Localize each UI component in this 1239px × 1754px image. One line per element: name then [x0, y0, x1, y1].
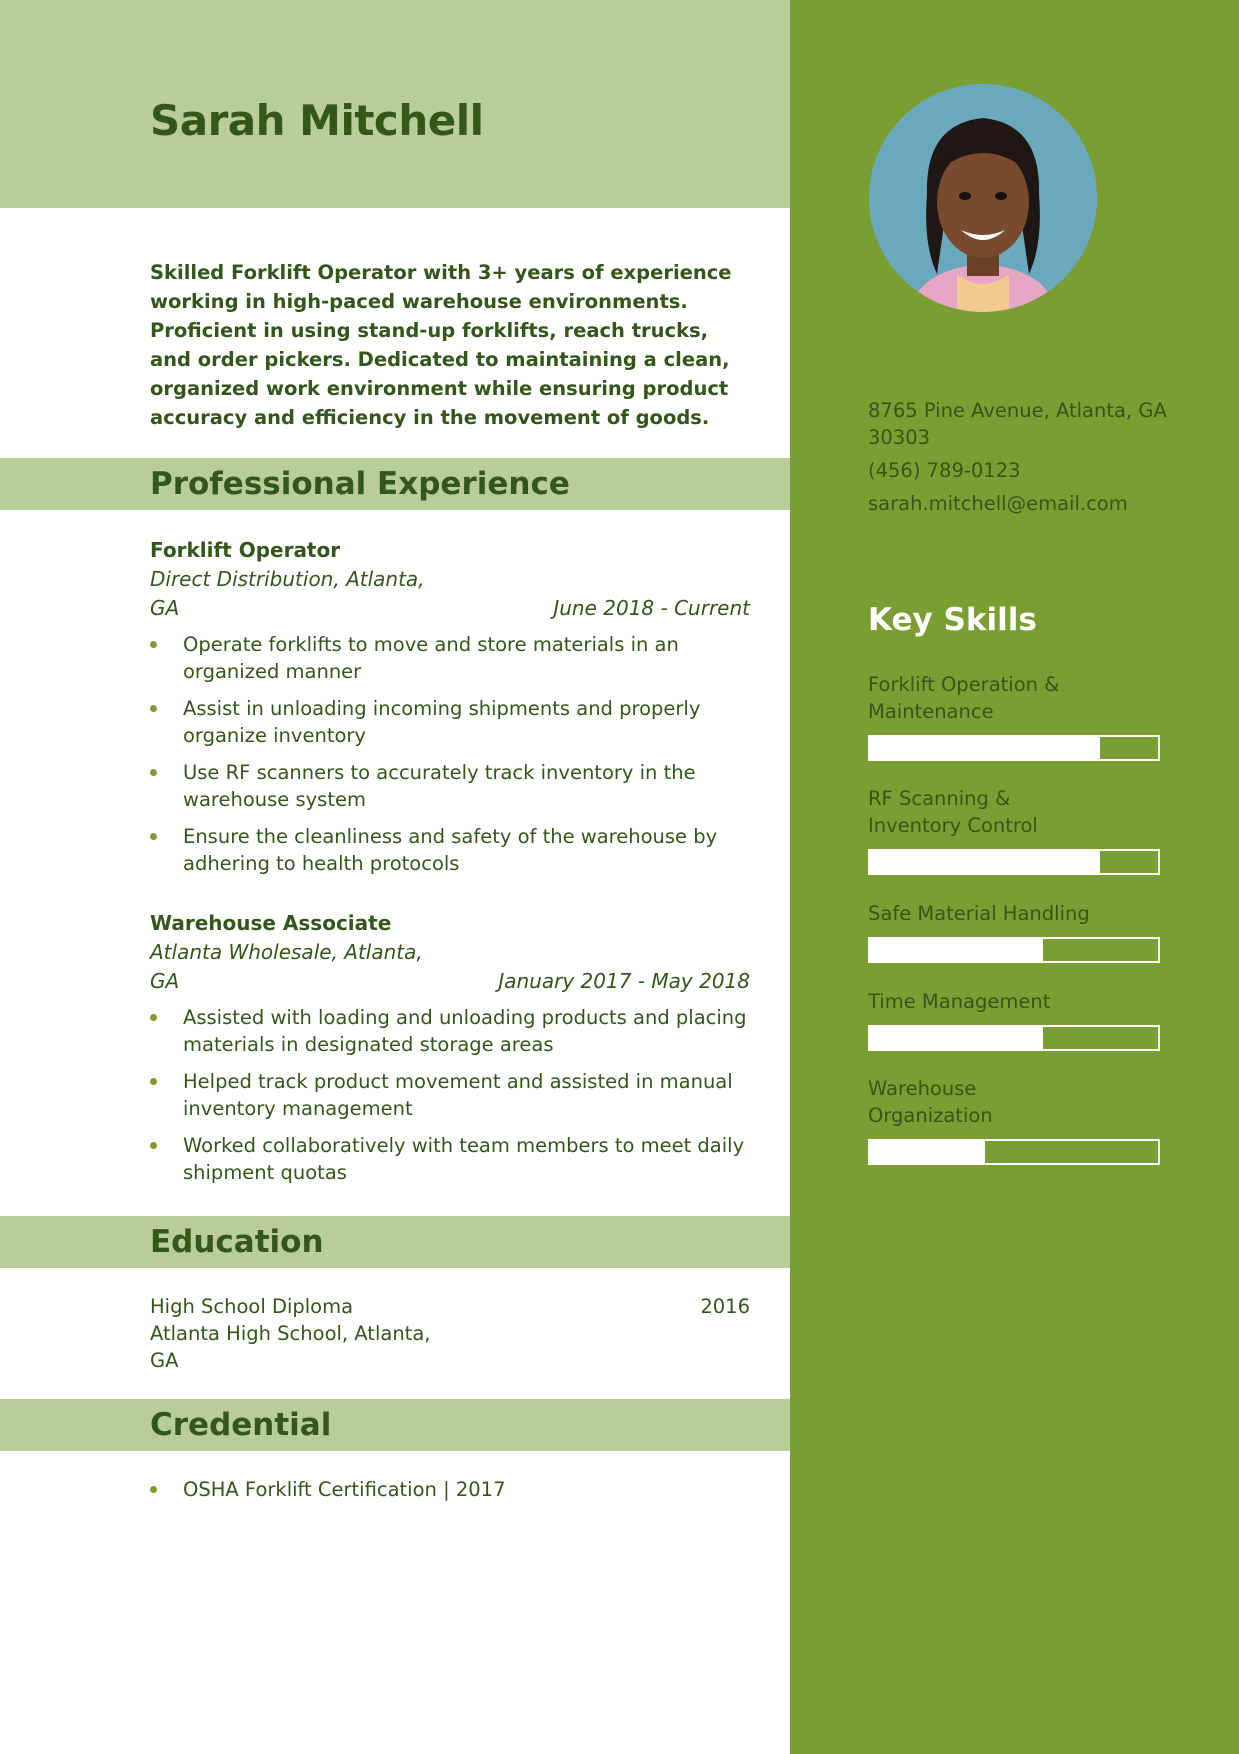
- contact-phone: (456) 789-0123: [868, 459, 1021, 482]
- job-bullets: [150, 631, 750, 877]
- header-band: [0, 0, 790, 208]
- experience-section-header: [0, 458, 790, 510]
- credential-section-header: [0, 1399, 790, 1451]
- bullet-text: Ensure the cleanliness and safety of the warehouse by adhering to health protocols: [183, 825, 718, 875]
- skill-label: RF Scanning & Inventory Control: [868, 787, 1038, 837]
- bullet-dot-icon: [150, 641, 157, 648]
- job-dates: June 2018 - Current: [553, 596, 750, 620]
- education-degree: High School Diploma: [150, 1295, 354, 1318]
- skills-heading: Key Skills: [868, 602, 1037, 638]
- summary: Skilled Forklift Operator with 3+ years of experience working in high-paced warehouse environments. Proficient in using stand-up forklifts, reach trucks, and order pickers. Dedicated to maintaining a clean, organized work environment while ensuring product accuracy and efficiency in the movement of goods.: [150, 261, 732, 429]
- contact-email: sarah.mitchell@email.com: [868, 492, 1128, 515]
- skill-item: [868, 900, 1160, 963]
- bullet-text: Assisted with loading and unloading products and placing materials in designated storage areas: [183, 1006, 747, 1056]
- job-bullets: [150, 1004, 750, 1186]
- candidate-name: Sarah Mitchell: [150, 96, 484, 145]
- bullet-item: [150, 631, 750, 685]
- skill-bar: [868, 849, 1160, 875]
- bullet-dot-icon: [150, 769, 157, 776]
- skill-label: Safe Material Handling: [868, 902, 1090, 925]
- experience-heading: Professional Experience: [150, 466, 570, 502]
- skill-item: [868, 1075, 1160, 1165]
- profile-photo-avatar-icon: [869, 84, 1097, 312]
- skill-bar-fill: [870, 737, 1100, 759]
- skill-item: [868, 988, 1160, 1051]
- contact-info: [868, 397, 1168, 523]
- education-year: 2016: [700, 1295, 750, 1318]
- education-school: Atlanta High School, Atlanta, GA: [150, 1322, 431, 1372]
- skill-bar: [868, 735, 1160, 761]
- education-heading: Education: [150, 1224, 324, 1260]
- job-meta: [150, 938, 750, 996]
- job-dates: January 2017 - May 2018: [498, 969, 750, 993]
- profile-photo: [869, 84, 1097, 312]
- bullet-text: Operate forklifts to move and store materials in an organized manner: [183, 633, 679, 683]
- credential-text: OSHA Forklift Certification | 2017: [183, 1478, 506, 1501]
- skill-bar: [868, 1025, 1160, 1051]
- bullet-item: [150, 759, 750, 813]
- credential-list: [150, 1476, 750, 1513]
- job-company: Direct Distribution, Atlanta, GA: [150, 567, 425, 620]
- skill-label: Warehouse Organization: [868, 1077, 993, 1127]
- job-entry: [150, 536, 750, 887]
- job-entry: [150, 909, 750, 1196]
- skill-bar-fill: [870, 851, 1100, 873]
- bullet-text: Worked collaboratively with team members to meet daily shipment quotas: [183, 1134, 745, 1184]
- job-title: Forklift Operator: [150, 538, 341, 562]
- job-meta: [150, 565, 750, 623]
- contact-address: 8765 Pine Avenue, Atlanta, GA 30303: [868, 399, 1167, 449]
- bullet-text: Helped track product movement and assisted in manual inventory management: [183, 1070, 733, 1120]
- credential-heading: Credential: [150, 1407, 332, 1443]
- bullet-item: [150, 823, 750, 877]
- bullet-item: [150, 1068, 750, 1122]
- skill-label: Time Management: [868, 990, 1051, 1013]
- skill-label: Forklift Operation & Maintenance: [868, 673, 1060, 723]
- job-company: Atlanta Wholesale, Atlanta, GA: [150, 940, 423, 993]
- skill-bar-fill: [870, 1141, 985, 1163]
- skill-bar-fill: [870, 1027, 1043, 1049]
- bullet-item: [150, 1004, 750, 1058]
- education-section-header: [0, 1216, 790, 1268]
- skill-bar: [868, 1139, 1160, 1165]
- skill-item: [868, 785, 1160, 875]
- bullet-text: Assist in unloading incoming shipments and properly organize inventory: [183, 697, 701, 747]
- bullet-dot-icon: [150, 705, 157, 712]
- credential-bullets: [150, 1476, 750, 1503]
- bullet-dot-icon: [150, 1486, 157, 1493]
- credential-item: [150, 1476, 750, 1503]
- bullet-dot-icon: [150, 1014, 157, 1021]
- job-title: Warehouse Associate: [150, 911, 392, 935]
- bullet-dot-icon: [150, 1142, 157, 1149]
- bullet-item: [150, 695, 750, 749]
- bullet-dot-icon: [150, 1078, 157, 1085]
- bullet-text: Use RF scanners to accurately track inventory in the warehouse system: [183, 761, 696, 811]
- bullet-dot-icon: [150, 833, 157, 840]
- bullet-item: [150, 1132, 750, 1186]
- skill-bar: [868, 937, 1160, 963]
- skill-item: [868, 671, 1160, 761]
- skill-bar-fill: [870, 939, 1043, 961]
- education-entry: [150, 1293, 750, 1374]
